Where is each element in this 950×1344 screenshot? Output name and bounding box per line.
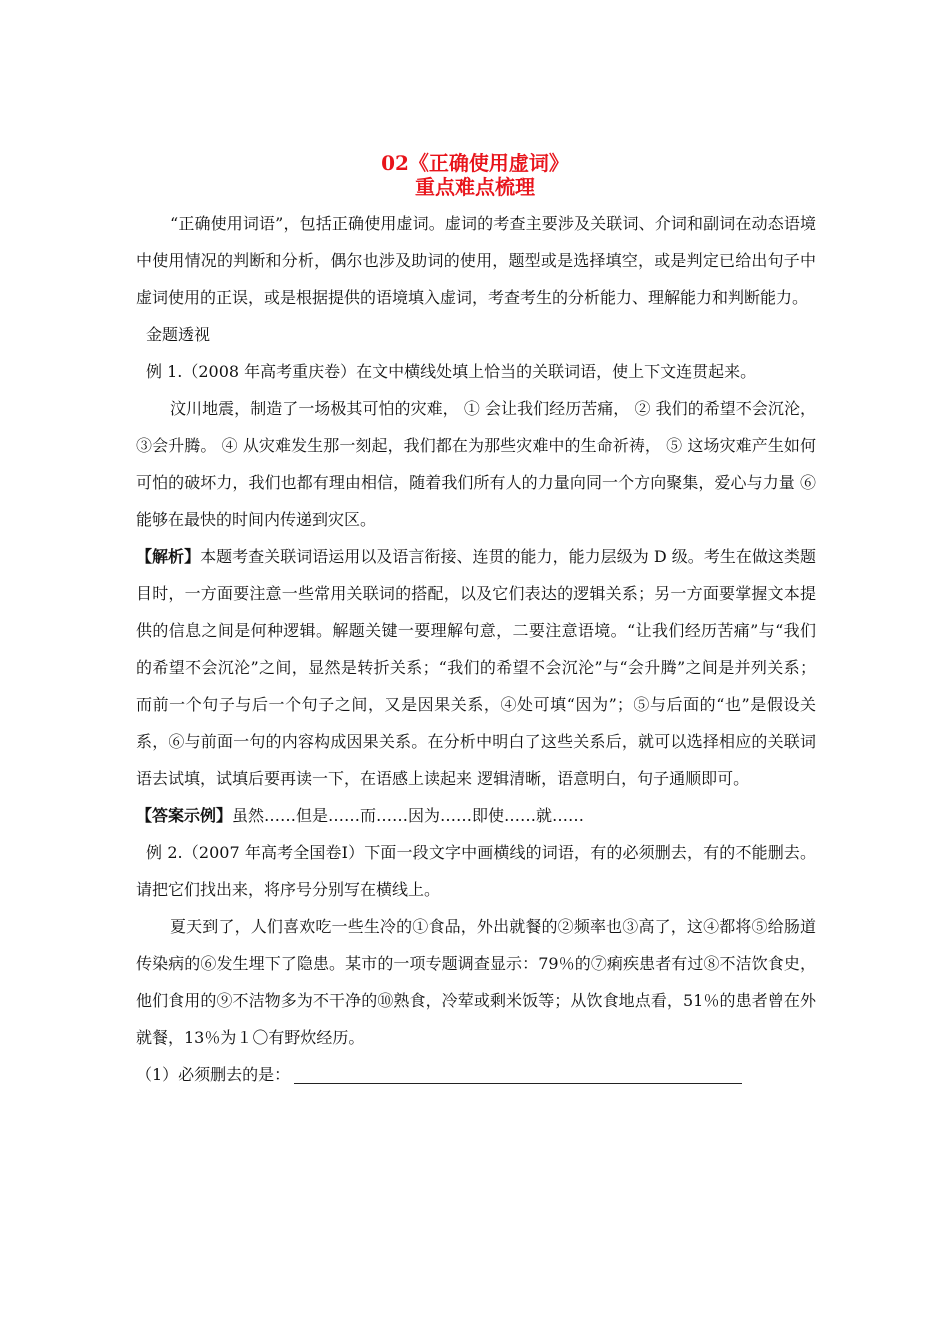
example2-passage: 夏天到了，人们喜欢吃一些生冷的①食品，外出就餐的②频率也③高了，这④都将⑤给肠道传染病的⑥发生埋下了隐患。某市的一项专题调查显示：79％的⑦痢疾患者有过⑧不洁饮食史，他们食用的⑨不洁物多为不干净的⑩熟食，冷荤或剩米饭等；从饮食地点看，51％的患者曾在外就餐，13％为１〇有野炊经历。 xyxy=(136,917,816,1047)
document-subtitle: 重点难点梳理 xyxy=(415,175,535,199)
q1-label: （1）必须删去的是： xyxy=(136,1065,291,1084)
example1-question: 例 1.（2008 年高考重庆卷）在文中横线处填上恰当的关联词语，使上下文连贯起来。 xyxy=(146,362,757,381)
answer-text: 虽然……但是……而……因为……即使……就…… xyxy=(232,806,585,825)
analysis-label: 【解析】 xyxy=(136,547,201,566)
section-heading: 金题透视 xyxy=(146,325,211,344)
example2-q1 xyxy=(136,1056,816,1093)
document-title: 02《正确使用虚词》 xyxy=(381,151,569,175)
q1-answer-blank[interactable] xyxy=(294,1065,742,1084)
example1-answer xyxy=(136,797,816,834)
analysis-text: 本题考查关联词语运用以及语言衔接、连贯的能力，能力层级为 D 级。考生在做这类题目时，一方面要注意一些常用关联词的搭配，以及它们表达的逻辑关系；另一方面要掌握文本提供的信息之间是何种逻辑。解题关键一要理解句意，二要注意语境。“让我们经历苦痛”与“我们的希望不会沉沦”之间，显然是转折关系；“我们的希望不会沉沦”与“会升腾”之间是并列关系；而前一个句子与后一个句子之间，又是因果关系，④处可填“因为”；⑤与后面的“也”是假设关系，⑥与前面一句的内容构成因果关系。在分析中明白了这些关系后，就可以选择相应的关联词语去试填，试填后要再读一下，在语感上读起来 逻辑清晰，语意明白，句子通顺即可。 xyxy=(136,547,816,788)
answer-label: 【答案示例】 xyxy=(136,806,233,825)
intro-paragraph: “正确使用词语”，包括正确使用虚词。虚词的考查主要涉及关联词、介词和副词在动态语境中使用情况的判断和分析，偶尔也涉及助词的使用，题型或是选择填空，或是判定已给出句子中虚词使用的正误，或是根据提供的语境填入虚词，考查考生的分析能力、理解能力和判断能力。 xyxy=(136,214,816,307)
example1-passage: 汶川地震，制造了一场极其可怕的灾难， ① 会让我们经历苦痛， ② 我们的希望不会沉沦， ③会升腾。 ④ 从灾难发生那一刻起，我们都在为那些灾难中的生命祈祷， ⑤ 这场灾难产生如何可怕的破坏力，我们也都有理由相信，随着我们所有人的力量向同一个方向聚集，爱心与力量 ⑥ 能够在最快的时间内传递到灾区。 xyxy=(136,399,816,529)
example2-question: 例 2.（2007 年高考全国卷Ⅰ）下面一段文字中画横线的词语，有的必须删去，有的不能删去。请把它们找出来，将序号分别写在横线上。 xyxy=(136,843,816,899)
document-body xyxy=(136,205,816,1093)
example1-analysis xyxy=(136,538,816,797)
